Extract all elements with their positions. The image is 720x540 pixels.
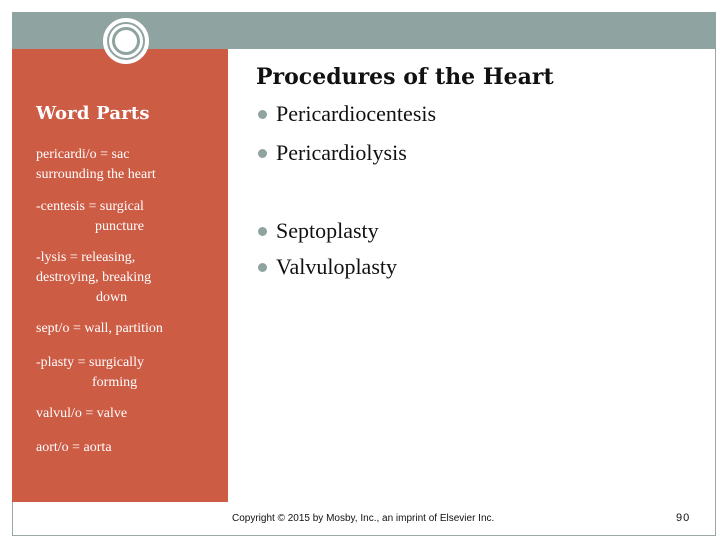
word-part-line: puncture xyxy=(95,219,144,234)
page-title: Procedures of the Heart xyxy=(256,64,554,90)
word-part-centesis xyxy=(36,197,226,237)
bullet-item xyxy=(256,254,397,280)
bullet-dot-icon xyxy=(258,227,267,236)
bullet-dot-icon xyxy=(258,110,267,119)
bullet-text: Septoplasty xyxy=(276,218,379,243)
word-part-line: pericardi/o = sac xyxy=(36,147,130,162)
bullet-dot-icon xyxy=(258,149,267,158)
bullet-text: Pericardiolysis xyxy=(276,140,407,165)
word-part-line: forming xyxy=(92,375,138,390)
bullet-text: Pericardiocentesis xyxy=(276,101,437,126)
page-number: 90 xyxy=(676,512,691,524)
word-part-pericardio xyxy=(36,145,226,185)
sidebar-heading: Word Parts xyxy=(36,103,150,124)
bullet-item xyxy=(256,101,436,127)
bullet-text: Valvuloplasty xyxy=(276,254,397,279)
bullet-item xyxy=(256,218,379,244)
word-part-plasty xyxy=(36,353,226,393)
word-part-lysis xyxy=(36,248,226,308)
word-part-line: valvul/o = valve xyxy=(36,406,128,421)
word-part-line: sept/o = wall, partition xyxy=(36,321,163,336)
logo-ring-icon xyxy=(103,18,149,64)
word-part-line: destroying, breaking xyxy=(36,270,152,285)
copyright-notice: Copyright © 2015 by Mosby, Inc., an imprint of Elsevier Inc. xyxy=(232,513,495,524)
word-part-septo xyxy=(36,319,336,339)
word-part-line: -lysis = releasing, xyxy=(36,250,136,265)
bullet-dot-icon xyxy=(258,263,267,272)
word-part-aorto xyxy=(36,438,226,458)
bullet-item xyxy=(256,140,407,166)
word-part-line: -centesis = surgical xyxy=(36,199,144,214)
word-part-line: -plasty = surgically xyxy=(36,355,144,370)
word-part-line: surrounding the heart xyxy=(36,167,156,182)
word-part-line: aort/o = aorta xyxy=(36,440,112,455)
word-part-valvulo xyxy=(36,404,226,424)
word-part-line: down xyxy=(96,290,128,305)
